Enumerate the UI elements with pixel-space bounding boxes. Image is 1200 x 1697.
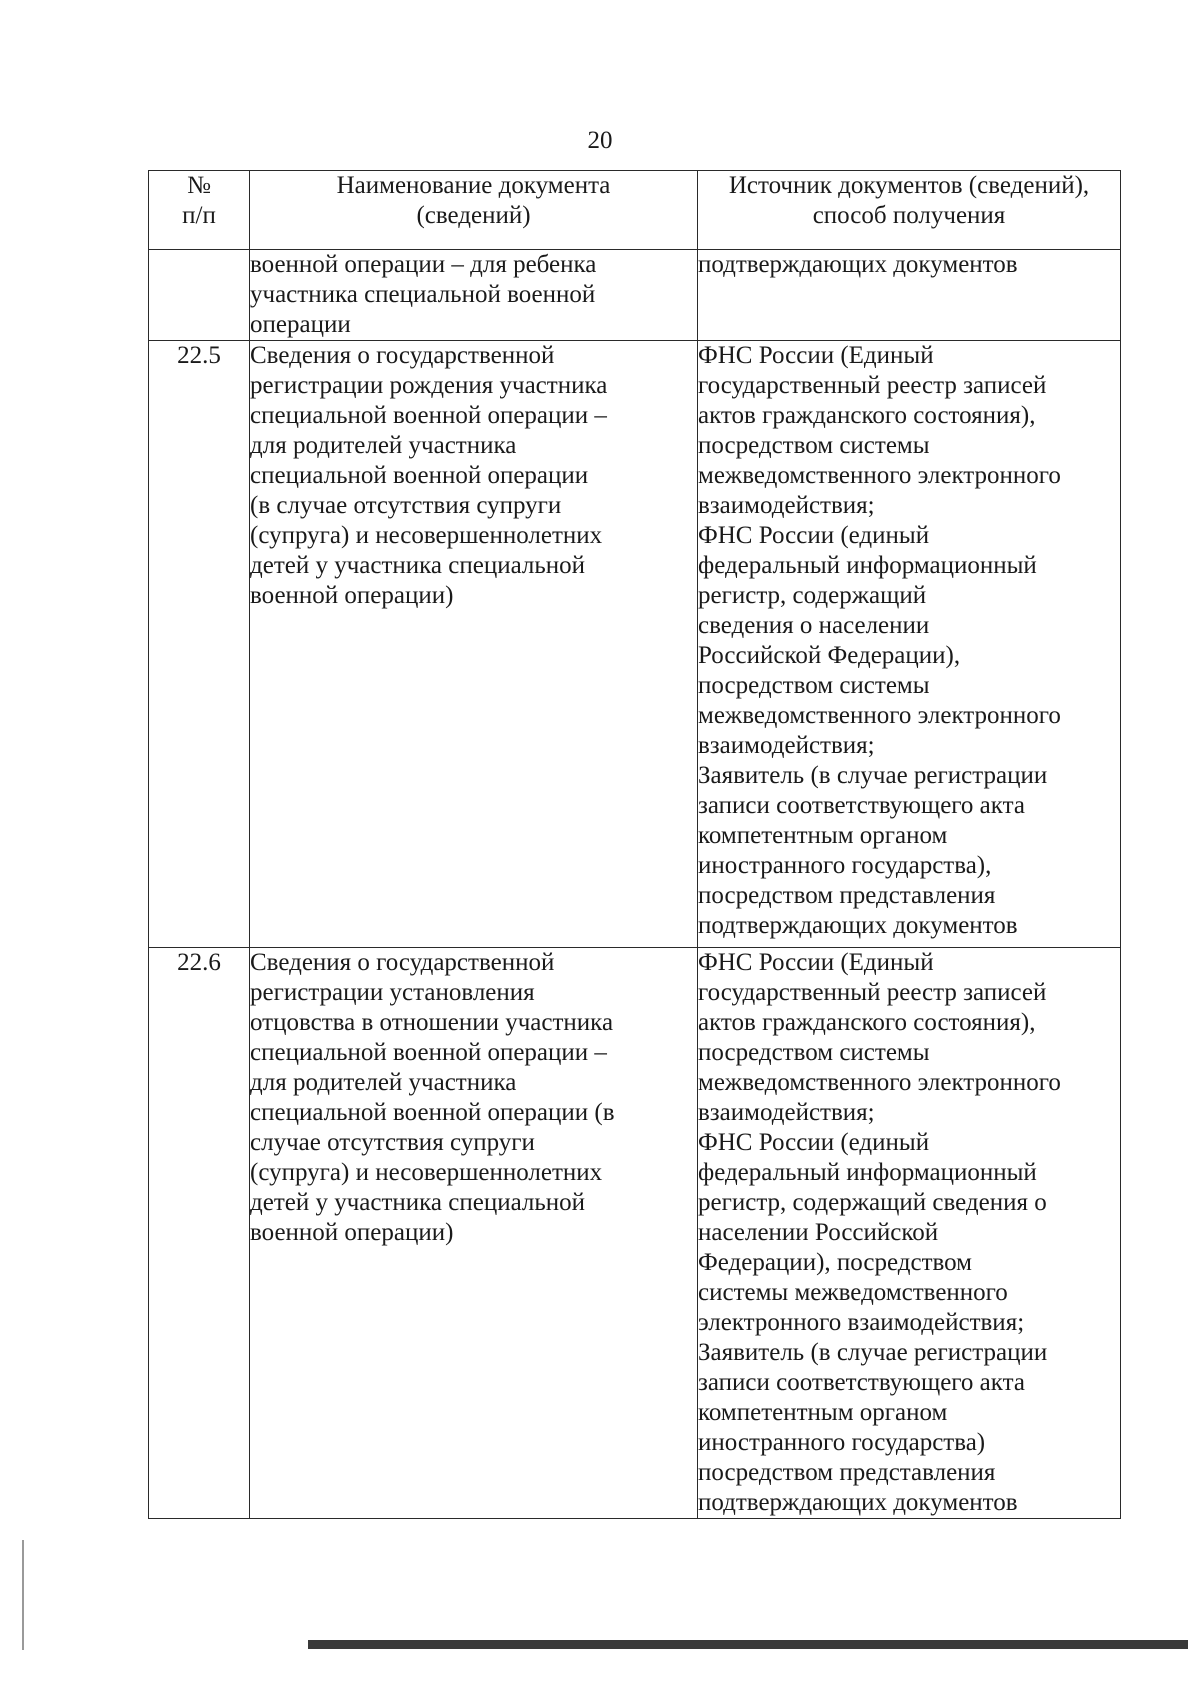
text-line: специальной военной операции [250,462,589,489]
text-line: для родителей участника [250,1069,517,1096]
cell-name [250,948,698,1519]
text-line: посредством системы [698,1039,930,1066]
cell-num [149,250,250,341]
text-line: регистр, содержащий сведения о [698,1189,1047,1216]
text-line: ФНС России (Единый [698,342,934,369]
header-name [250,171,698,250]
text-line: регистрации рождения участника [250,372,608,399]
text-line: населении Российской [698,1219,939,1246]
text-line: государственный реестр записей [698,372,1047,399]
cell-num: 22.5 [149,341,250,948]
table-row-continuation [149,250,1121,341]
text-line: Заявитель (в случае регистрации [698,762,1048,789]
text-line: посредством системы [698,432,930,459]
scan-margin-mark [22,1540,24,1650]
text-line: федеральный информационный [698,1159,1037,1186]
text-line: иностранного государства), [698,852,992,879]
cell-source [698,250,1121,341]
text-line: случае отсутствия супруги [250,1129,535,1156]
header-source-line: способ получения [812,202,1006,229]
text-line: записи соответствующего акта [698,792,1025,819]
text-line: актов гражданского состояния), [698,1009,1036,1036]
text-line: (супруга) и несовершеннолетних [250,1159,603,1186]
text-line: ФНС России (единый [698,522,930,549]
text-line: военной операции – для ребенка [250,251,597,278]
header-name-line: Наименование документа [336,172,611,199]
text-line: взаимодействия; [698,732,875,759]
text-line: взаимодействия; [698,492,875,519]
text-line: взаимодействия; [698,1099,875,1126]
text-line: посредством представления [698,1459,996,1486]
text-line: электронного взаимодействия; [698,1309,1025,1336]
text-line: (в случае отсутствия супруги [250,492,562,519]
text-line: посредством системы [698,672,930,699]
text-line: межведомственного электронного [698,1069,1061,1096]
text-line: посредством представления [698,882,996,909]
text-line: для родителей участника [250,432,517,459]
text-line: подтверждающих документов [698,1489,1018,1516]
table-row [149,341,1121,948]
cell-num: 22.6 [149,948,250,1519]
text-line: актов гражданского состояния), [698,402,1036,429]
text-line: иностранного государства) [698,1429,986,1456]
table-row [149,948,1121,1519]
text-line: регистрации установления [250,979,535,1006]
text-line: ФНС России (единый [698,1129,930,1156]
scan-bottom-rule [308,1640,1188,1649]
text-line: детей у участника специальной [250,1189,586,1216]
cell-source [698,948,1121,1519]
text-line: специальной военной операции (в [250,1099,615,1126]
header-num-line: п/п [182,202,216,229]
text-line: записи соответствующего акта [698,1369,1025,1396]
text-line: федеральный информационный [698,552,1037,579]
text-line: Российской Федерации), [698,642,961,669]
text-line: специальной военной операции – [250,402,607,429]
text-line: операции [250,311,351,338]
header-name-line: (сведений) [416,202,531,229]
text-line: детей у участника специальной [250,552,586,579]
header-num [149,171,250,250]
text-line: специальной военной операции – [250,1039,607,1066]
text-line: военной операции) [250,582,454,609]
text-line: участника специальной военной [250,281,596,308]
text-line: (супруга) и несовершеннолетних [250,522,603,549]
header-source-line: Источник документов (сведений), [728,172,1090,199]
cell-name [250,341,698,948]
text-line: подтверждающих документов [698,251,1018,278]
text-line: подтверждающих документов [698,912,1018,939]
header-num-line: № [187,172,211,199]
page-number: 20 [587,127,613,154]
text-line: регистр, содержащий [698,582,927,609]
text-line: системы межведомственного [698,1279,1008,1306]
text-line: компетентным органом [698,822,948,849]
text-line: военной операции) [250,1219,454,1246]
text-line: ФНС России (Единый [698,949,934,976]
header-source [698,171,1121,250]
cell-source [698,341,1121,948]
header-row [149,171,1121,250]
text-line: Заявитель (в случае регистрации [698,1339,1048,1366]
text-line: компетентным органом [698,1399,948,1426]
table-header [149,171,1121,250]
documents-table [148,170,1121,1519]
text-line: межведомственного электронного [698,702,1061,729]
text-line: Сведения о государственной [250,949,555,976]
text-line: отцовства в отношении участника [250,1009,614,1036]
cell-name [250,250,698,341]
text-line: Сведения о государственной [250,342,555,369]
text-line: межведомственного электронного [698,462,1061,489]
text-line: сведения о населении [698,612,930,639]
text-line: государственный реестр записей [698,979,1047,1006]
text-line: Федерации), посредством [698,1249,972,1276]
